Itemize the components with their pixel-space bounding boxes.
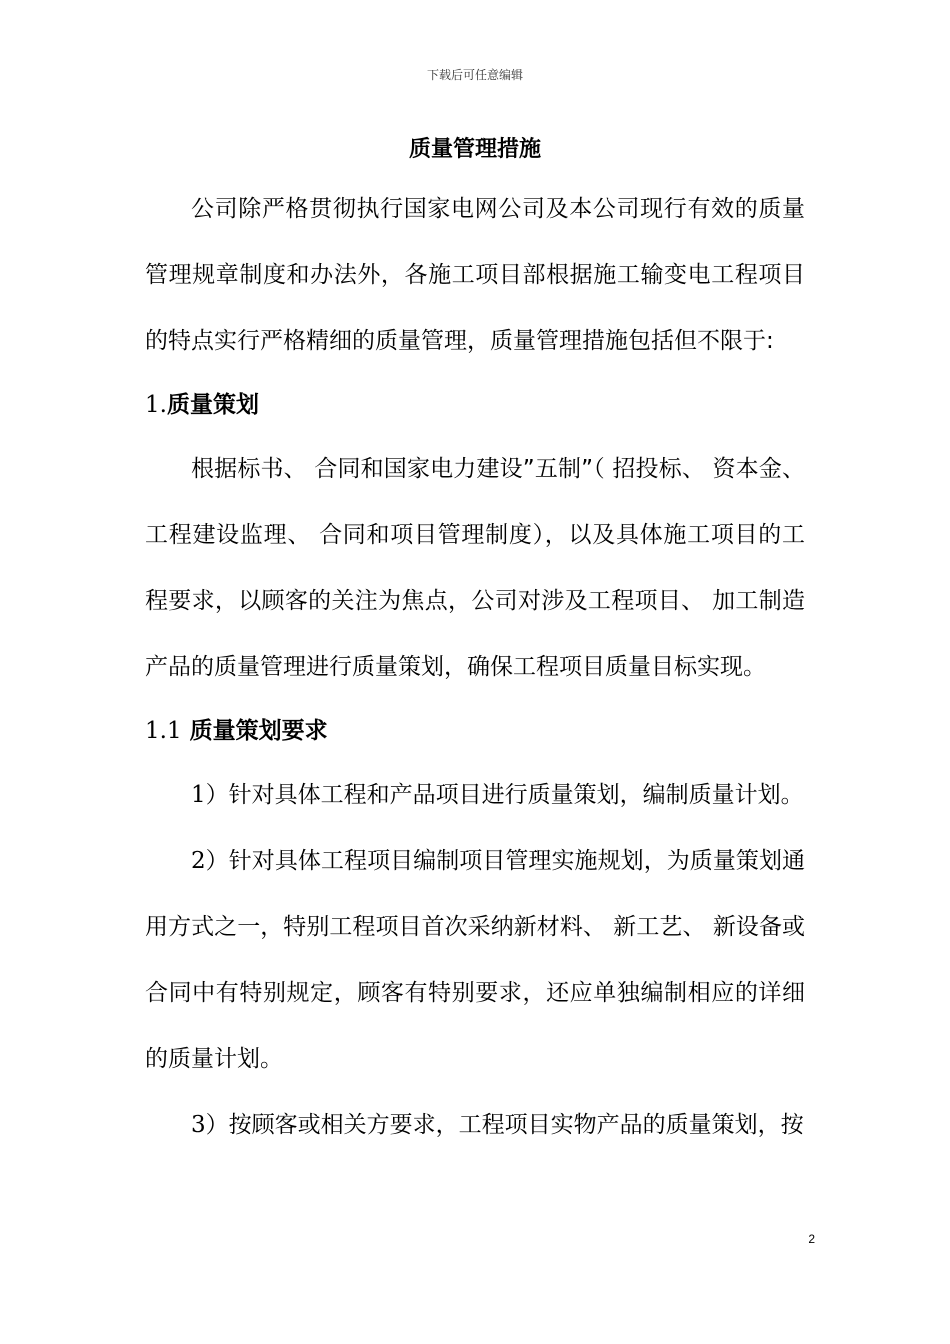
- list-item-text: 按顾客或相关方要求，工程项目实物产品的质量策划，按: [228, 1112, 804, 1138]
- list-item-number: 1）: [191, 782, 229, 808]
- section-title: 质量策划: [166, 392, 259, 418]
- list-item: [145, 1092, 805, 1158]
- section-1-paragraph: 根据标书、 合同和国家电力建设”五制”（ 招投标、 资本金、 工程建设监理、 合同和项目管理制度），以及具体施工项目的工程要求，以顾客的关注为焦点，公司对涉及工程项目、 加工制造产品的质量管理进行质量策划，确保工程项目质量目标实现。: [145, 456, 805, 680]
- list-item: [145, 828, 805, 1092]
- section-heading-1-1: [145, 700, 805, 762]
- section-title: 质量策划要求: [189, 718, 328, 744]
- section-number: 1.: [145, 392, 167, 418]
- document-title: 质量管理措施: [408, 137, 541, 162]
- intro-paragraph: 公司除严格贯彻执行国家电网公司及本公司现行有效的质量管理规章制度和办法外，各施工项目部根据施工输变电工程项目的特点实行严格精细的质量管理，质量管理措施包括但不限于:: [145, 196, 805, 354]
- page-header-note: 下载后可任意编辑: [426, 68, 523, 82]
- list-item-number: 3）: [191, 1112, 229, 1138]
- section-heading-1: [145, 374, 805, 436]
- list-item-number: 2）: [191, 848, 229, 874]
- list-item: [145, 762, 805, 828]
- page-number: 2: [808, 1232, 815, 1246]
- list-item-text: 针对具体工程和产品项目进行质量策划，编制质量计划。: [228, 782, 804, 808]
- list-item-text: 针对具体工程项目编制项目管理实施规划，为质量策划通用方式之一，特别工程项目首次采纳新材料、 新工艺、 新设备或合同中有特别规定，顾客有特别要求，还应单独编制相应的详细的质量计划。: [145, 848, 806, 1072]
- section-number: 1.1: [145, 718, 182, 744]
- document-body: [145, 124, 805, 1158]
